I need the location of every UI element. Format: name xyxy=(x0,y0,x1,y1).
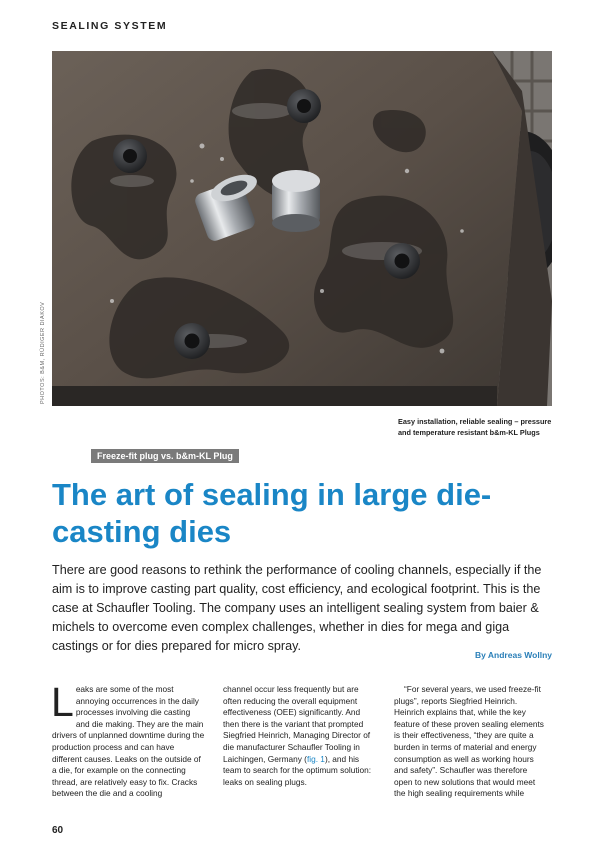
article-title: The art of sealing in large die-casting dies xyxy=(52,477,492,549)
body-column-3 xyxy=(394,684,548,800)
body-column-2 xyxy=(223,684,377,788)
photo-credit: PHOTOS: B&M, RÜDIGER DIAKOV xyxy=(40,301,46,404)
column-1-text: eaks are some of the most annoying occurrences in the daily processes involving die casting and die making. They are the main drivers of unplanned downtime during the production process and can have different causes. Leaks on the outside of a die, for example on the connecting thread, are relatively easy to fix. Cracks between the die and a cooling xyxy=(52,684,205,799)
body-column-1 xyxy=(51,679,206,800)
column-2-text-b: ), and his team to search for the optimum solution: leaks on sealing plugs. xyxy=(223,753,372,787)
photo-caption: Easy installation, reliable sealing – pressure and temperature resistant b&m-KL Plugs xyxy=(398,417,552,437)
column-3-text: “For several years, we used freeze-fit plugs”, reports Siegfried Heinrich. Heinrich explains that, while the key feature of these proven sealing elements is their effectiveness, “they are quite a burden in terms of material and energy consumption as well as working hours and safety”. Schaufler was therefore open to new solutions that would meet the high sealing requirements while xyxy=(394,684,544,799)
article-tag: Freeze-fit plug vs. b&m-KL Plug xyxy=(91,449,239,463)
page-number: 60 xyxy=(52,825,64,836)
drop-cap: L xyxy=(51,679,74,725)
article-photo xyxy=(52,51,552,406)
section-label: SEALING SYSTEM xyxy=(52,20,168,32)
article-lead: There are good reasons to rethink the performance of cooling channels, especially if the aim is to improve casting part quality, cost efficiency, and ecological footprint. This is the case at Schaufler Tooling. The company uses an intelligent sealing system from baier & michels to overcome even complex challenges, whether in dies for mega and giga castings or for dies prepared for micro spray. xyxy=(52,563,542,653)
column-2-text-a: channel occur less frequently but are often reducing the overall equipment effectiveness (OEE) significantly. And then there is the variant that prompted Siegfried Heinrich, Managing Director of die manufacturer Schaufler Tooling in Laichingen, Germany ( xyxy=(223,684,371,764)
figure-reference-link[interactable]: fig. 1 xyxy=(306,753,325,764)
byline: By Andreas Wollny xyxy=(475,650,552,660)
